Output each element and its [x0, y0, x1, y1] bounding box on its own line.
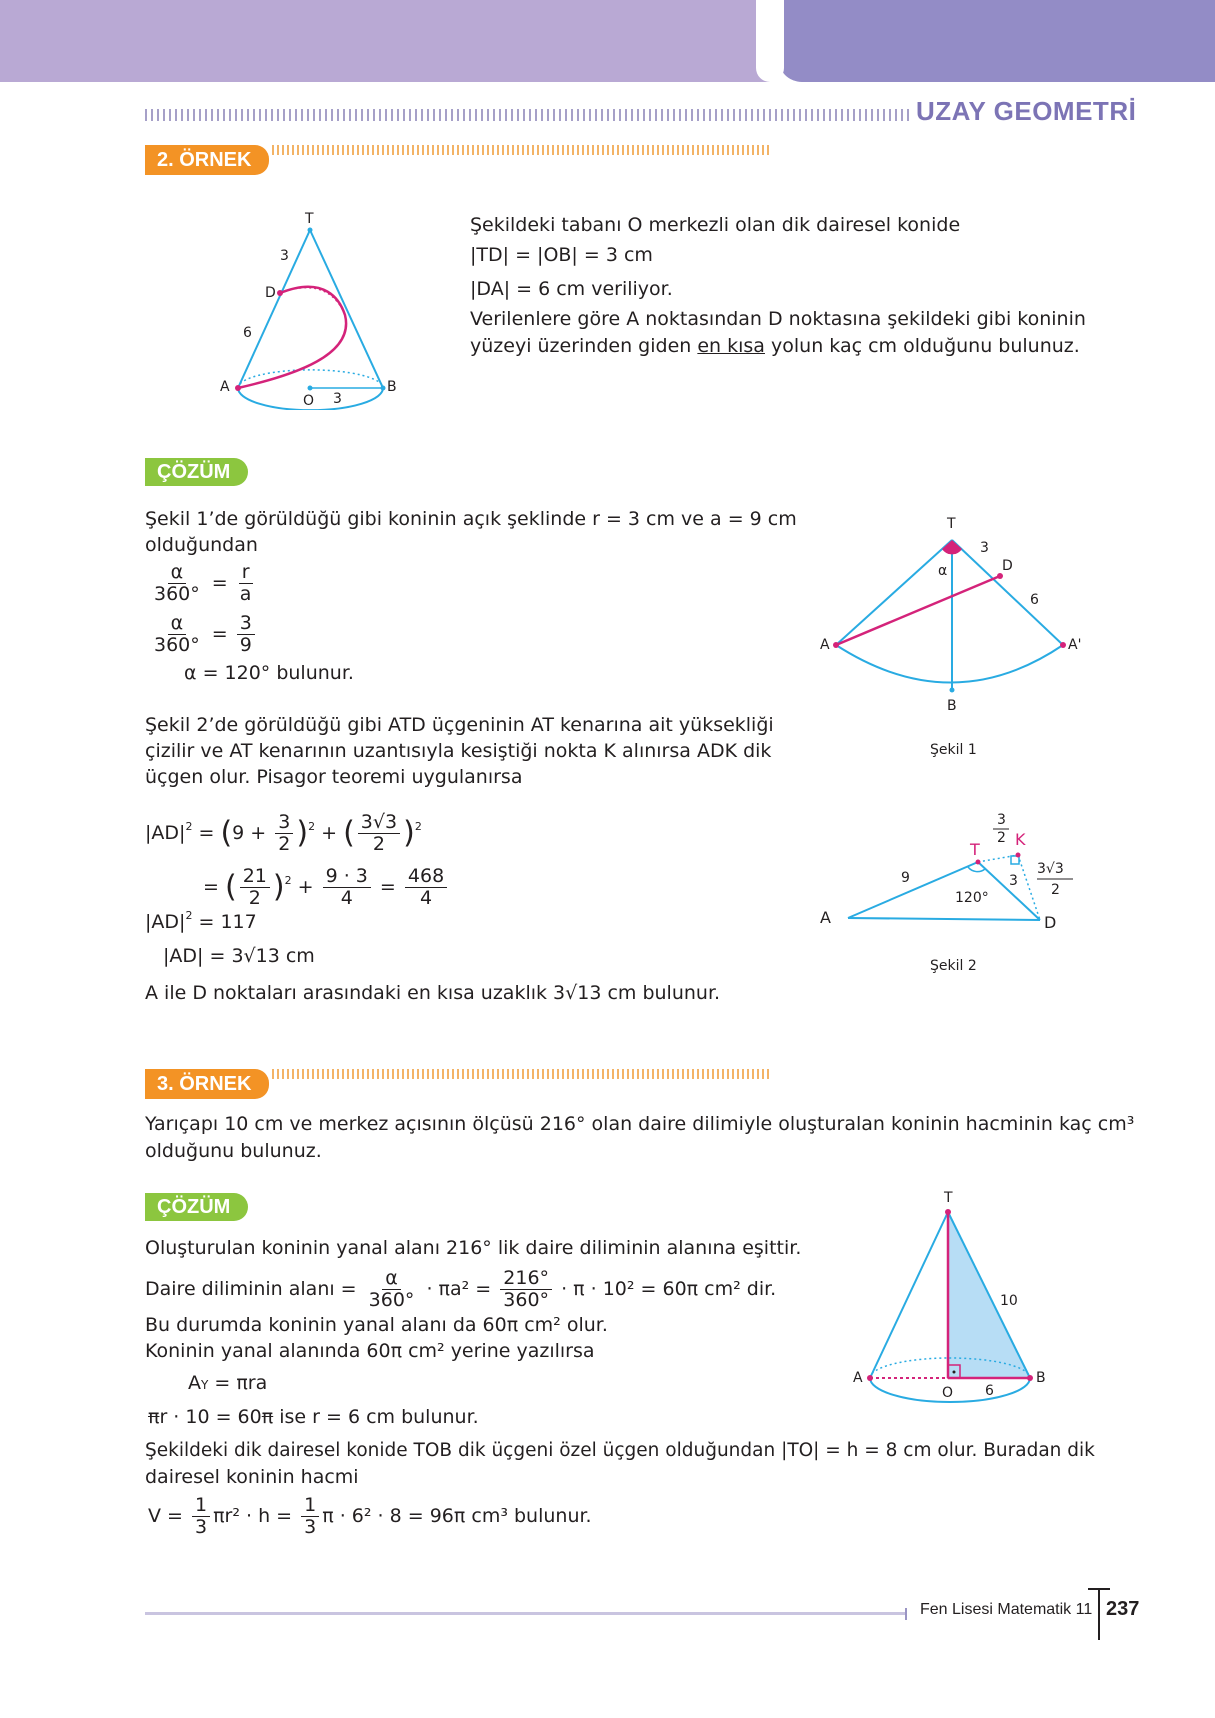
example-2-line-4: Verilenlere göre A noktasından D noktasına şekildeki gibi koninin: [470, 308, 1086, 330]
footer-line: [145, 1612, 905, 1615]
solution-2-tag: ÇÖZÜM: [145, 458, 248, 486]
area-f2-num: 216°: [500, 1268, 552, 1290]
footer-divider: [1098, 1588, 1100, 1640]
example-2-underlined: en kısa: [697, 335, 765, 357]
tri-label-a: A: [820, 908, 831, 927]
area-f1-den: 360°: [368, 1289, 415, 1311]
fig1-label-b: B: [387, 379, 397, 395]
page-number: 237: [1106, 1598, 1140, 1620]
solution-3-line-7: Şekildeki dik dairesel konide TOB dik üçgeni özel üçgen olduğundan |TO| = h = 8 cm olur. Buradan dik: [145, 1440, 1095, 1461]
solution-3-line-4: Koninin yanal alanında 60π cm² yerine yazılırsa: [145, 1340, 595, 1362]
solution-3-line-1: Oluşturulan koninin yanal alanı 216° lik daire diliminin alanına eşittir.: [145, 1237, 802, 1259]
section-title: UZAY GEOMETRİ: [916, 96, 1137, 126]
tri-frac-num: 3: [997, 812, 1006, 828]
ay-rest: = πra: [208, 1372, 268, 1394]
ay-sub: Y: [201, 1378, 209, 1392]
calc2-c-den: 4: [419, 887, 433, 909]
eq1-den-right: a: [239, 583, 252, 605]
calc-a-den: 2: [278, 833, 291, 855]
calc-ad-lhs: |AD|: [145, 822, 186, 844]
area-f2-den: 360°: [503, 1289, 550, 1311]
tri-label-k: K: [1015, 830, 1026, 849]
solution-3-line-5: [188, 1370, 267, 1398]
calc2-c-num: 468: [405, 866, 447, 888]
solution-2-intro-2: olduğundan: [145, 534, 258, 556]
tri-label-9: 9: [901, 870, 910, 886]
area-mid: · πa² =: [426, 1278, 492, 1300]
solution-2-conclusion: A ile D noktaları arasındaki en kısa uzaklık 3√13 cm bulunur.: [145, 982, 721, 1004]
calc-ad-lhs-2: |AD|: [145, 911, 186, 933]
fig1-label-td: 3: [280, 248, 289, 264]
eq2-den-left: 360°: [154, 634, 200, 656]
line6-a: r · 10 = 60: [159, 1406, 262, 1428]
fig1-label-ob: 3: [333, 391, 342, 407]
calc2-b-num: 9 · 3: [323, 866, 371, 888]
vol-pre: V =: [148, 1505, 183, 1527]
solution-3-line-3: Bu durumda koninin yanal alanı da 60π cm² olur.: [145, 1314, 608, 1336]
example-2-line-5-post: yolun kaç cm olduğunu bulunuz.: [764, 335, 1080, 357]
sec-label-a-prime: A': [1068, 637, 1082, 653]
footer-divider-cap: [1088, 1588, 1110, 1590]
footer-book-title: Fen Lisesi Matematik 11: [920, 1601, 1093, 1618]
tri-label-3r3-den: 2: [1051, 882, 1060, 898]
fig1-label-a: A: [220, 379, 230, 395]
solution-3-area: [145, 1268, 776, 1311]
cone-figure-1: [215, 205, 415, 410]
tri-label-t: T: [970, 840, 980, 859]
calc2-a-den: 2: [248, 887, 261, 909]
example-2-line-1: Şekildeki tabanı O merkezli olan dik dairesel konide: [470, 214, 961, 236]
vol-f1-den: 3: [195, 1516, 208, 1538]
calc-a1: 9 +: [232, 822, 267, 844]
fig1-label-o: O: [303, 393, 315, 409]
sec-label-d: D: [1002, 558, 1013, 574]
eq2-den-right: 9: [239, 634, 252, 656]
area-f1-num: α: [382, 1268, 401, 1290]
sec-label-t: T: [947, 516, 956, 532]
volume-formula: [148, 1495, 592, 1538]
solution-2-intro-1: Şekil 1’de görüldüğü gibi koninin açık şeklinde r = 3 cm ve a = 9 cm: [145, 508, 797, 530]
tri-frac-den: 2: [997, 830, 1006, 846]
cone3-label-o: O: [942, 1385, 954, 1401]
vol-f2-num: 1: [301, 1495, 319, 1517]
solution-3-tag: ÇÖZÜM: [145, 1193, 248, 1221]
header-notch: [756, 0, 784, 82]
sec-label-b: B: [947, 698, 957, 714]
vol-f1-num: 1: [192, 1495, 210, 1517]
example-3-hatch: [272, 1069, 772, 1079]
vol-f2-den: 3: [304, 1516, 317, 1538]
sector-figure: [820, 510, 1100, 770]
vol-mid: πr² · h =: [213, 1505, 293, 1527]
cone3-label-a: A: [853, 1370, 863, 1386]
calc-line-4: [163, 943, 315, 969]
calc-ad-sq-result: = 117: [198, 911, 257, 933]
sec-label-6: 6: [1030, 592, 1039, 608]
calc2-b-den: 4: [340, 887, 353, 909]
sec-label-alpha: α: [938, 563, 948, 579]
solution-2-para-3: üçgen olur. Pisagor teoremi uygulanırsa: [145, 766, 523, 788]
calc-b-num: 3√3: [358, 812, 400, 834]
eq1-num-right: r: [239, 562, 253, 584]
sec-label-a: A: [820, 637, 830, 653]
example-2-hatch: [272, 145, 772, 155]
pi-cancel-1: π: [148, 1406, 160, 1428]
tri-label-d: D: [1044, 913, 1057, 932]
area-label: Daire diliminin alanı =: [145, 1278, 357, 1300]
calc-a-num: 3: [275, 812, 293, 834]
vol-tail: π · 6² · 8 = 96π cm³ bulunur.: [322, 1505, 592, 1527]
header-hatch: [145, 109, 910, 121]
eq2-num-left: α: [168, 613, 187, 635]
eq2-num-right: 3: [237, 613, 255, 635]
example-2-line-5: [470, 333, 1080, 359]
example-2-tag: 2. ÖRNEK: [145, 145, 269, 175]
tri-label-3: 3: [1009, 873, 1018, 889]
cone3-label-6: 6: [985, 1383, 994, 1399]
figure-2-caption: Şekil 2: [930, 958, 977, 974]
example-3-line-2: olduğunu bulunuz.: [145, 1140, 322, 1162]
footer-tick: [905, 1608, 907, 1620]
solution-3-line-8: dairesel koninin hacmi: [145, 1466, 359, 1488]
figure-1-caption: Şekil 1: [930, 742, 977, 758]
line6-b: ise r = 6 cm bulunur.: [273, 1406, 479, 1428]
example-3-tag: 3. ÖRNEK: [145, 1069, 269, 1099]
solution-3-line-6: [148, 1404, 479, 1430]
tri-label-3r3: 3√3: [1037, 861, 1064, 877]
calc2-a-num: 21: [240, 866, 270, 888]
sec-label-3: 3: [980, 540, 989, 556]
area-tail: · π · 10² = 60π cm² dir.: [561, 1278, 777, 1300]
calc-ad-result: = 3√13 cm: [209, 945, 315, 967]
header-band-right: [778, 0, 1215, 82]
eq1-num-left: α: [168, 562, 187, 584]
header-band-left: [0, 0, 770, 82]
calc-b-den: 2: [372, 833, 385, 855]
calc-line-1: $|AD|^2 = (9$ + $\frac{3}{2}$ )$^2$ + ( $\frac{3√3}{2}$ )$^2$: [145, 811, 422, 855]
example-3-line-1: Yarıçapı 10 cm ve merkez açısının ölçüsü 216° olan daire dilimiyle oluşturalan koninin hacminin kaç cm³: [145, 1113, 1135, 1135]
equation-1: $\frac{\alpha}{360^\circ}$ = $\frac{r}{a}$: [148, 562, 257, 605]
fig1-label-da: 6: [243, 325, 252, 341]
example-2-line-5-pre: yüzeyi üzerinden giden: [470, 335, 698, 357]
eq1-den-left: 360°: [154, 583, 200, 605]
calc-line-3: $|AD|^2 = 117$: [145, 909, 257, 933]
triangle-figure: [815, 810, 1115, 980]
tri-label-angle: 120°: [955, 890, 989, 906]
cone3-label-10: 10: [1000, 1293, 1018, 1309]
solution-2-para-2: çizilir ve AT kenarının uzantısıyla kesiştiği nokta K alınırsa ADK dik: [145, 740, 772, 762]
cone3-label-t: T: [944, 1190, 953, 1206]
pi-cancel-2: π: [261, 1406, 274, 1428]
calc-line-2: = ( $\frac{21}{2}$ )$^2$ + $\frac{9 \cdot 3}{4}$ = $\frac{468}{4}$: [203, 866, 450, 909]
example-2-line-3: |DA| = 6 cm veriliyor.: [470, 278, 673, 300]
alpha-result: α = 120° bulunur.: [184, 662, 354, 684]
cone-figure-3: [850, 1185, 1070, 1415]
fig1-label-t: T: [305, 211, 314, 227]
example-2-line-2: |TD| = |OB| = 3 cm: [470, 244, 653, 266]
calc-ad-lhs-3: |AD|: [163, 945, 204, 967]
ay-a: A: [188, 1372, 201, 1394]
fig1-label-d: D: [265, 285, 276, 301]
equation-2: $\frac{\alpha}{360^\circ}$ = $\frac{3}{9}$: [148, 613, 258, 656]
solution-2-para-1: Şekil 2’de görüldüğü gibi ATD üçgeninin AT kenarına ait yüksekliği: [145, 714, 774, 736]
cone3-label-b: B: [1036, 1370, 1046, 1386]
